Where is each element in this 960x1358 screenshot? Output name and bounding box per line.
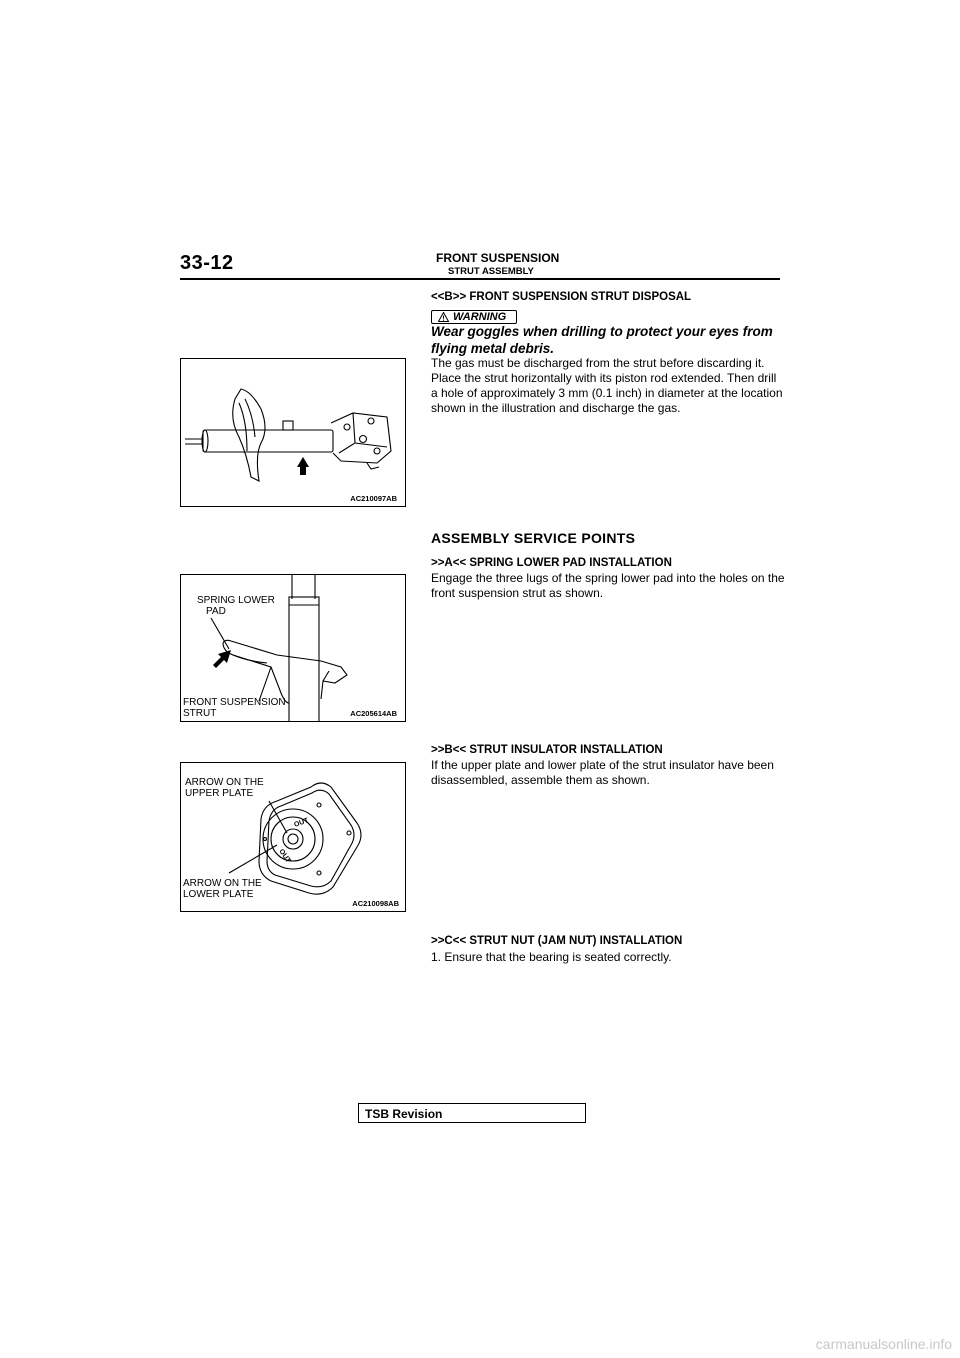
page-number: 33-12	[180, 252, 234, 274]
header-divider	[180, 278, 780, 280]
figure-strut-insulator	[180, 762, 406, 912]
watermark: carmanualsonline.info	[815, 1336, 952, 1352]
plate-mark-upper: OUT	[293, 817, 310, 829]
step-a-body: Engage the three lugs of the spring lower pad into the holes on the front suspension strut as shown.	[431, 571, 785, 600]
warning-label: WARNING	[453, 311, 507, 323]
callout-spring-pad: SPRING LOWER PAD	[197, 595, 275, 617]
figure-spring-lower-pad	[180, 574, 406, 722]
strut-disposal-drawing	[181, 359, 406, 507]
section-subtitle: STRUT ASSEMBLY	[448, 266, 534, 277]
step-c-item-1: 1. Ensure that the bearing is seated correctly.	[431, 950, 672, 964]
section-title: FRONT SUSPENSION	[436, 251, 560, 265]
warning-badge	[431, 310, 517, 324]
step-c-heading: >>C<< STRUT NUT (JAM NUT) INSTALLATION	[431, 935, 683, 947]
disposal-body: The gas must be discharged from the strut before discarding it. Place the strut horizontally with its piston rod extended. Then drill a hole of approximately 3 mm (0.1 inch) in diameter at the location shown in the illustration and discharge the gas.	[431, 356, 783, 415]
warning-text: Wear goggles when drilling to protect your eyes from flying metal debris.	[431, 324, 773, 356]
tsb-revision-box: TSB Revision	[358, 1103, 586, 1123]
figure-code: AC210097AB	[350, 494, 397, 503]
disposal-heading: <<B>> FRONT SUSPENSION STRUT DISPOSAL	[431, 291, 692, 303]
plate-mark-lower: OUT	[277, 848, 292, 865]
callout-upper-plate-arrow: ARROW ON THE UPPER PLATE	[185, 777, 264, 799]
figure-code: AC210098AB	[352, 899, 399, 908]
callout-lower-plate-arrow: ARROW ON THE LOWER PLATE	[183, 878, 262, 900]
step-b-body: If the upper plate and lower plate of the strut insulator have been disassembled, assemble them as shown.	[431, 758, 774, 787]
arrow-up-icon	[213, 650, 231, 668]
service-points-heading: ASSEMBLY SERVICE POINTS	[431, 530, 636, 546]
callout-front-suspension-strut: FRONT SUSPENSION STRUT	[183, 697, 286, 719]
step-a-heading: >>A<< SPRING LOWER PAD INSTALLATION	[431, 557, 672, 569]
arrow-up-icon	[297, 457, 309, 475]
warning-triangle-icon	[438, 312, 449, 322]
step-b-heading: >>B<< STRUT INSULATOR INSTALLATION	[431, 744, 663, 756]
figure-strut-disposal	[180, 358, 406, 507]
figure-code: AC205614AB	[350, 709, 397, 718]
